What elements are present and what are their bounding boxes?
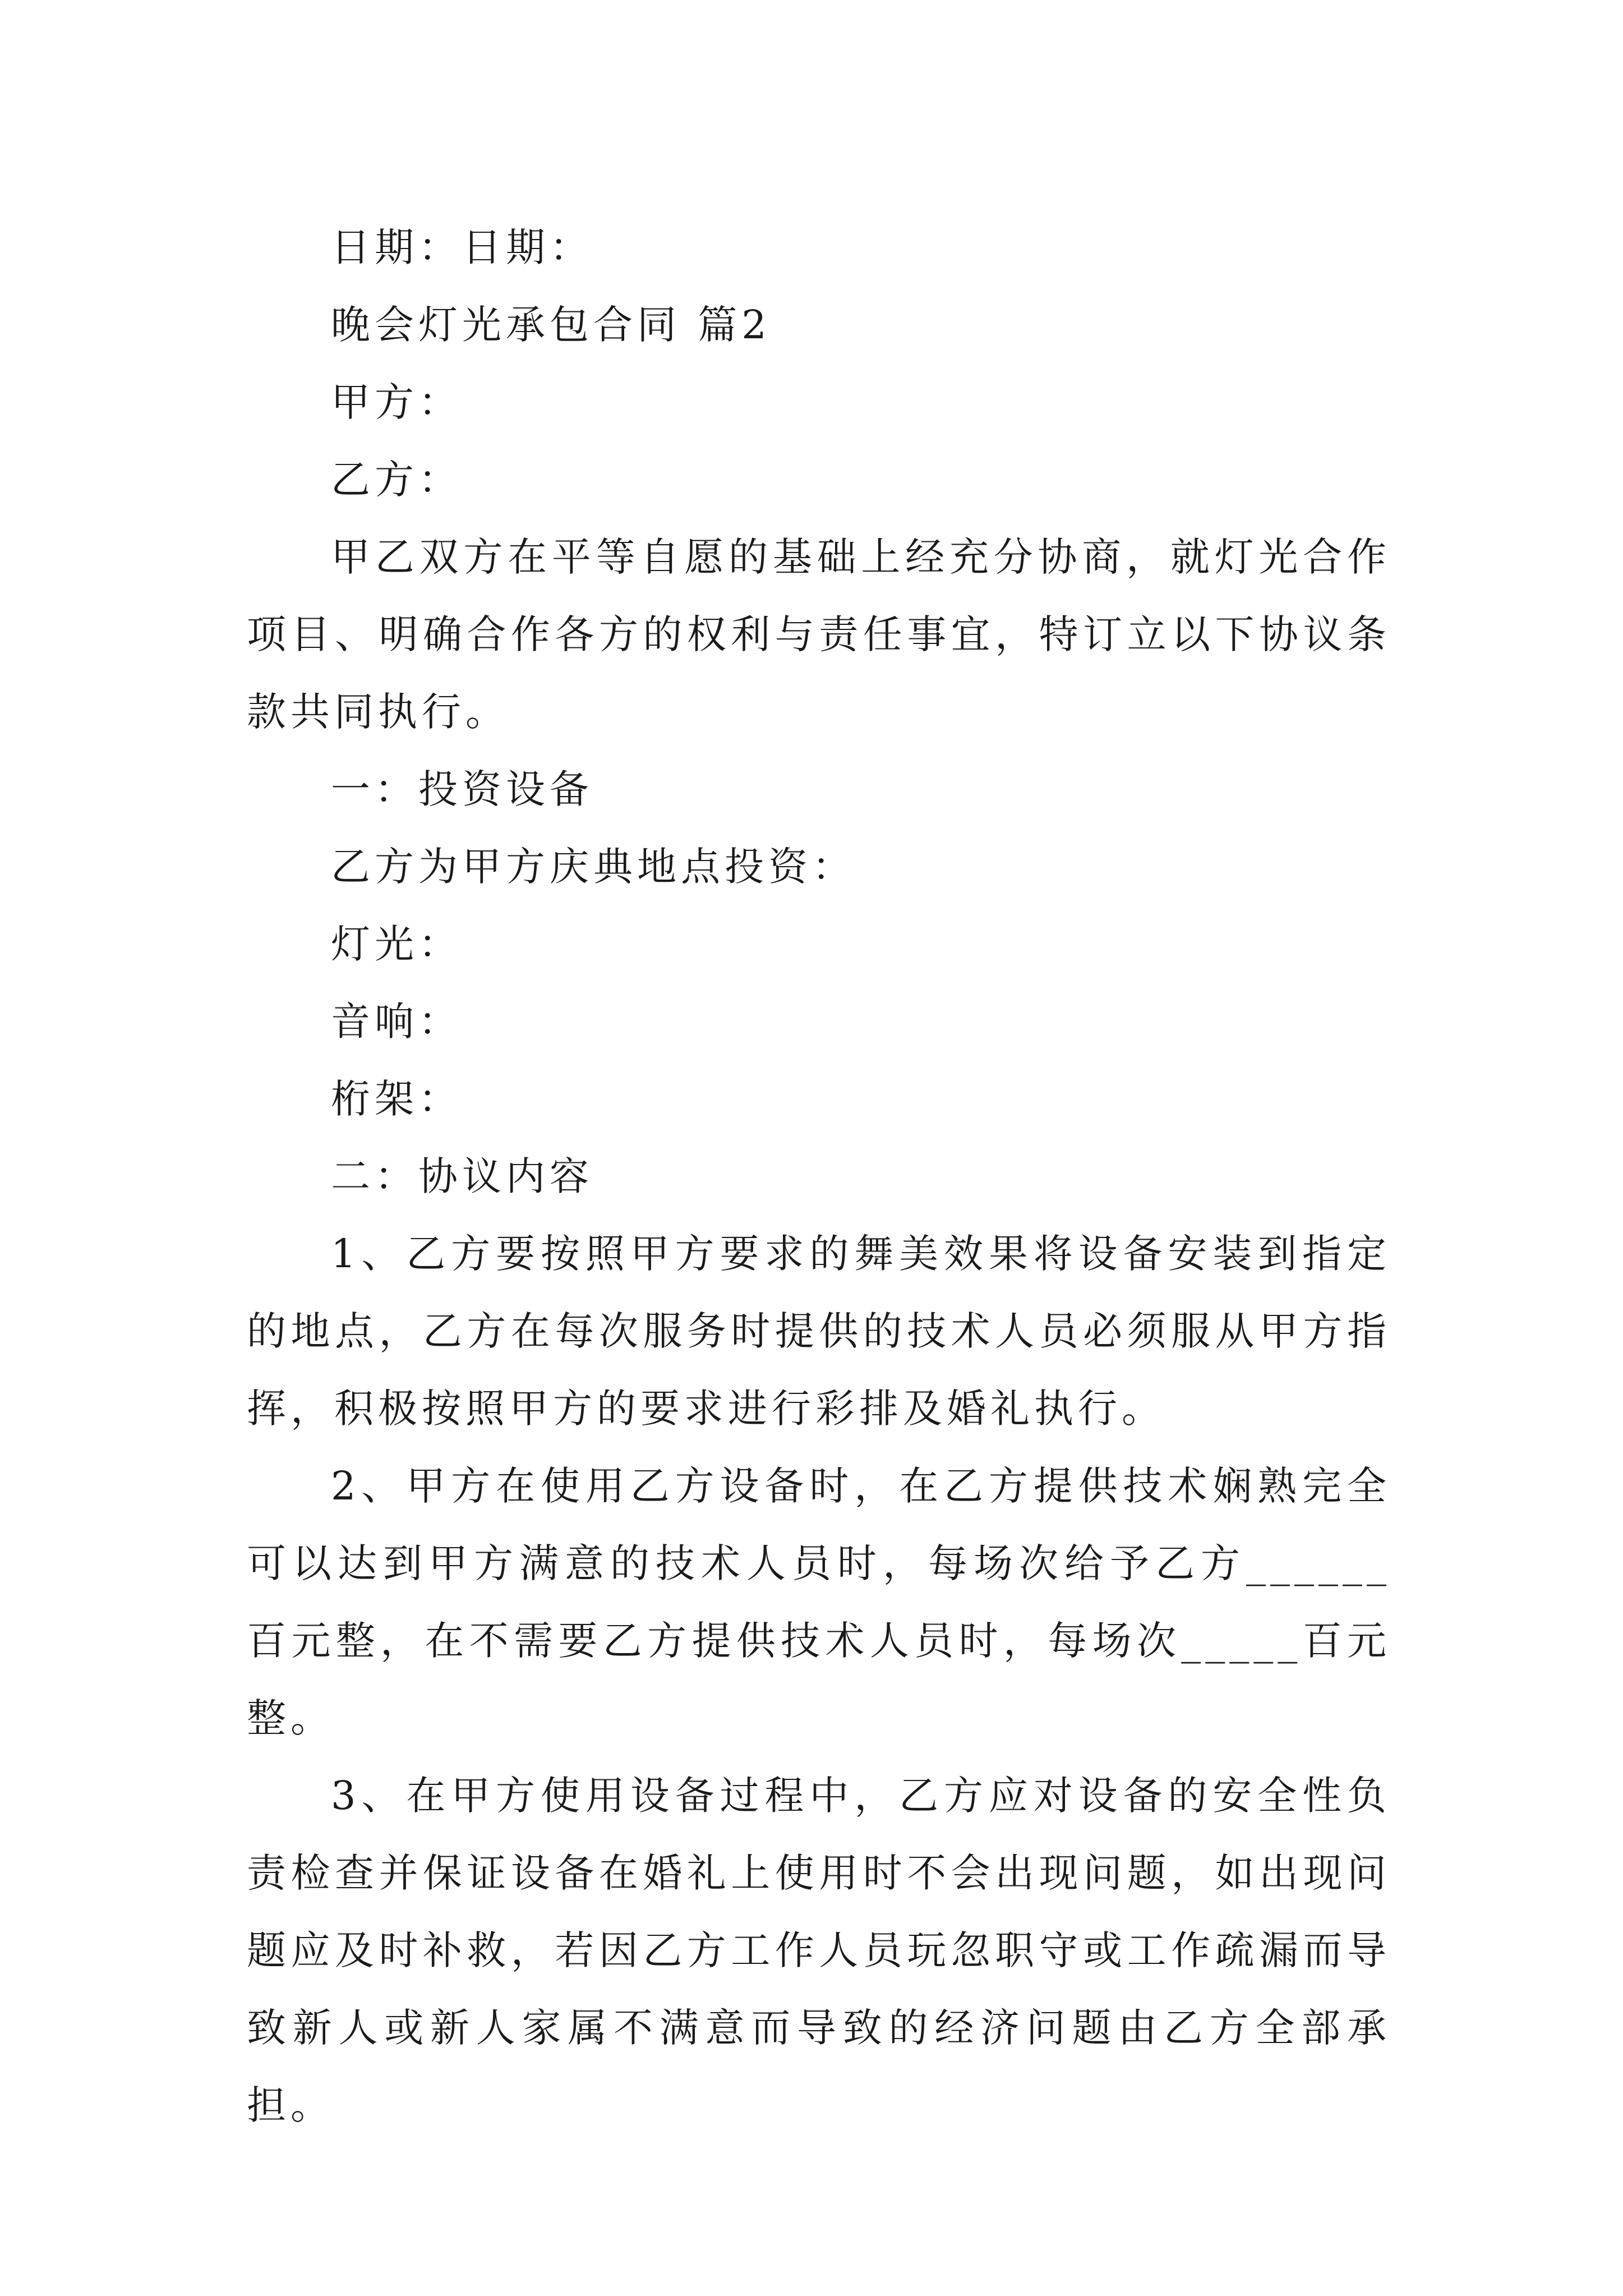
- heading-agreement-content: 二：协议内容: [331, 1153, 593, 1199]
- clause-3: 3、在甲方使用设备过程中，乙方应对设备的安全性负责检查并保证设备在婚礼上使用时不会出现问题，如出现问题应及时补救，若因乙方工作人员玩忽职守或工作疏漏而导致新人或新人家属不满意而导致的经济问题由乙方全部承担。: [247, 1773, 1391, 2128]
- investment-intro: 乙方为甲方庆典地点投资：: [331, 844, 856, 890]
- section-title: 晚会灯光承包合同 篇2: [331, 302, 771, 348]
- date-line: 日期：日期：: [331, 224, 593, 270]
- item-truss: 桁架：: [331, 1076, 462, 1122]
- item-lighting: 灯光：: [331, 921, 462, 967]
- heading-investment-equipment: 一：投资设备: [331, 766, 593, 812]
- party-b-line: 乙方：: [331, 457, 462, 503]
- intro-paragraph: 甲乙双方在平等自愿的基础上经充分协商，就灯光合作项目、明确合作各方的权利与责任事宜，特订立以下协议条款共同执行。: [247, 534, 1391, 735]
- clause-1: 1、乙方要按照甲方要求的舞美效果将设备安装到指定的地点，乙方在每次服务时提供的技术人员必须服从甲方指挥，积极按照甲方的要求进行彩排及婚礼执行。: [247, 1231, 1391, 1432]
- document-body: [247, 209, 1391, 2144]
- clause-2: 2、甲方在使用乙方设备时，在乙方提供技术娴熟完全可以达到甲方满意的技术人员时，每场次给予乙方______百元整，在不需要乙方提供技术人员时，每场次_____百元整。: [247, 1463, 1391, 1741]
- party-a-line: 甲方：: [331, 379, 462, 425]
- item-audio: 音响：: [331, 999, 462, 1045]
